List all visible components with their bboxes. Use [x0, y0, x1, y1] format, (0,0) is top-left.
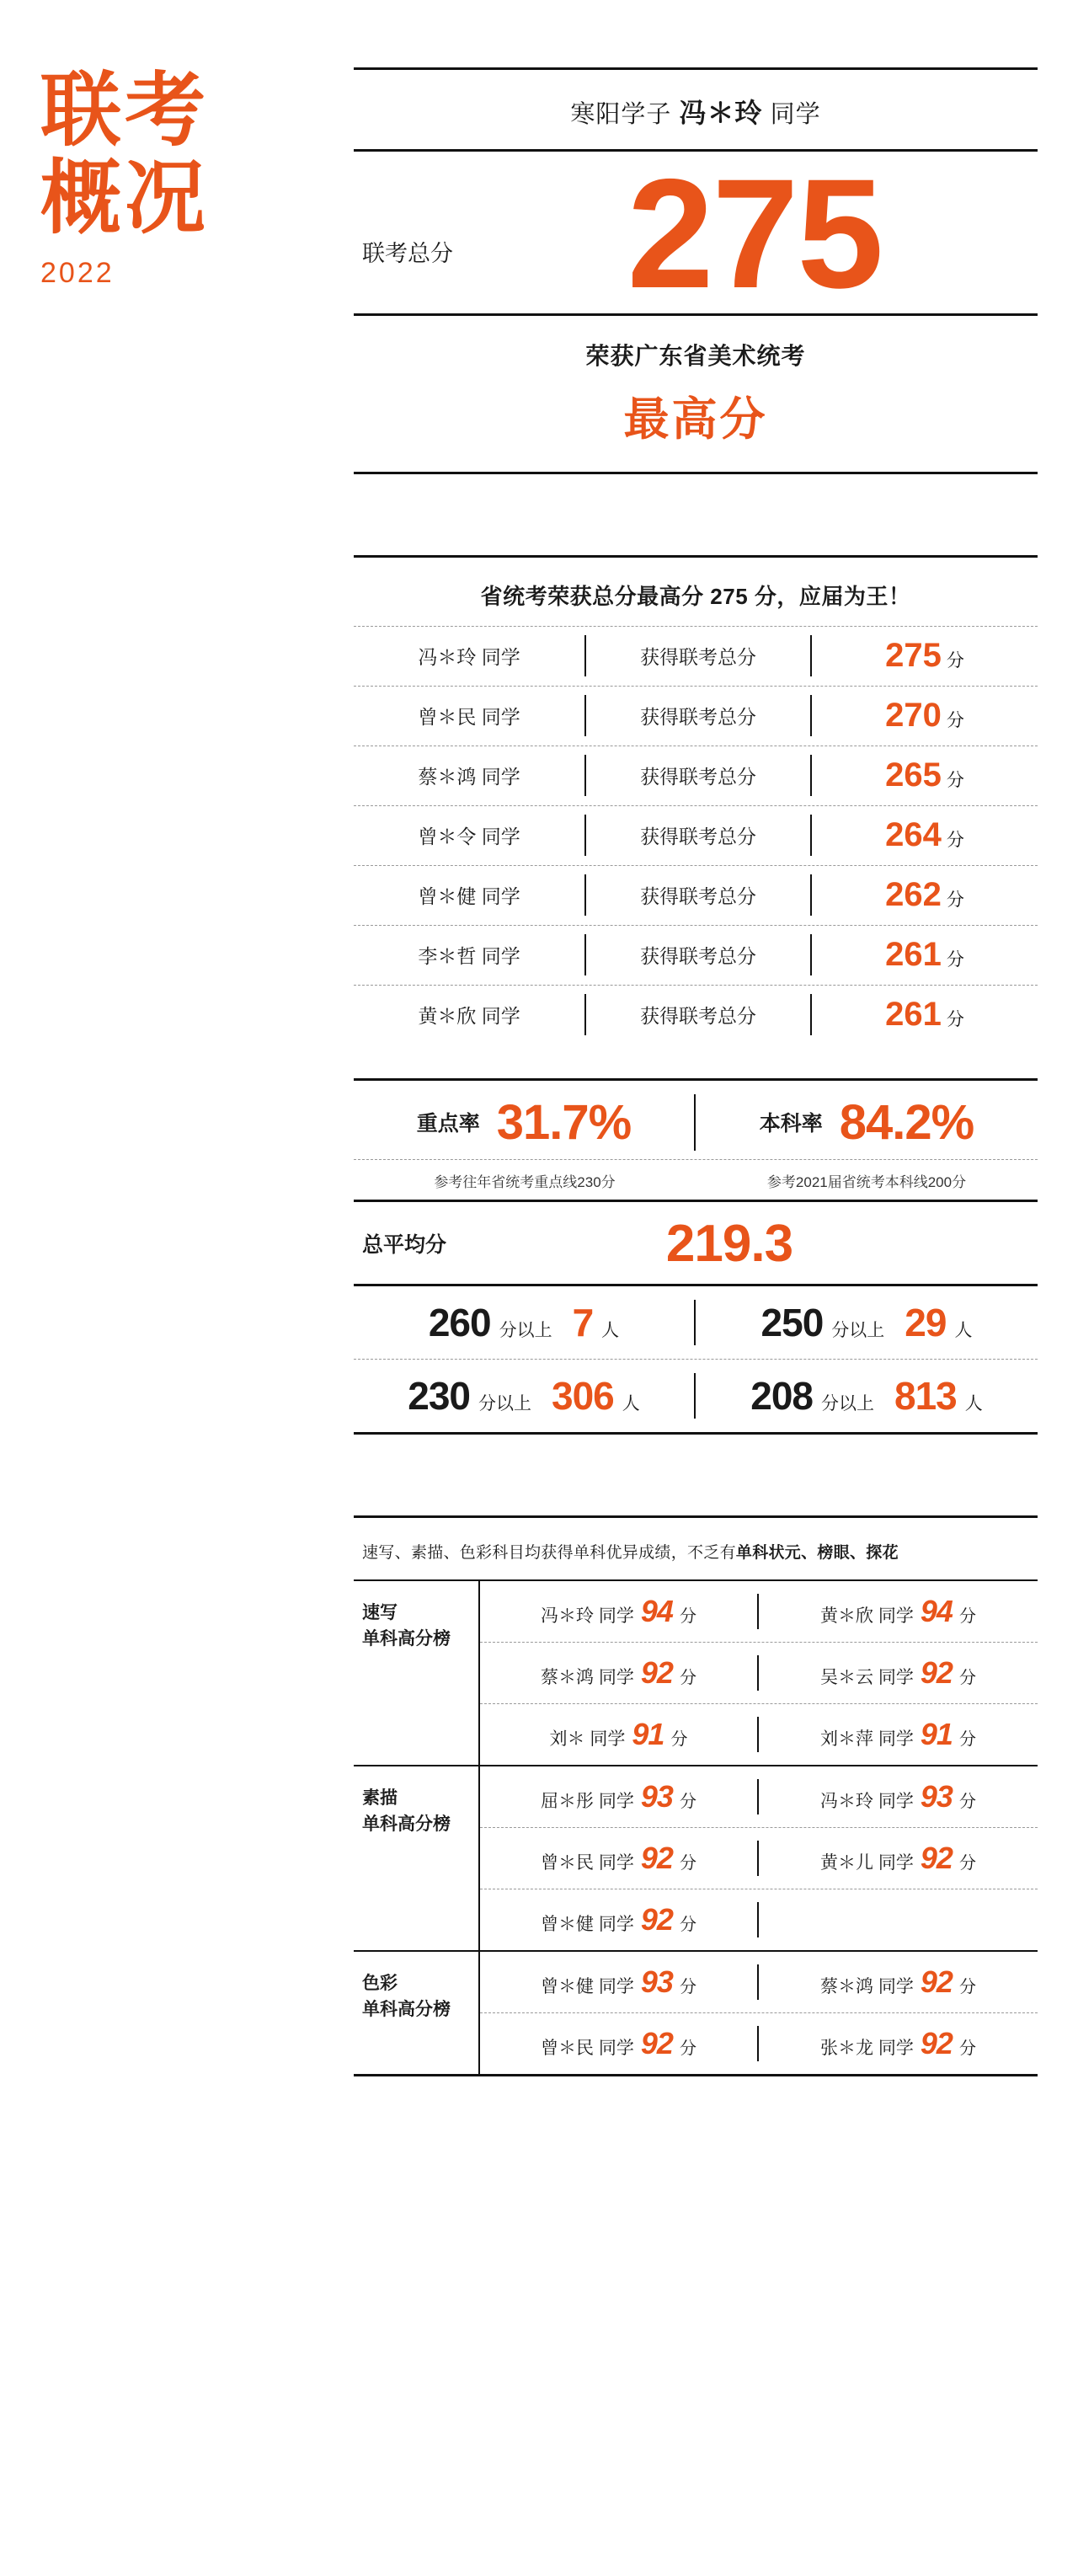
rank-score: [812, 989, 1038, 1040]
subject-student-name: 刘＊萍 同学: [820, 1729, 914, 1749]
brand-title-line2: 概况: [40, 152, 209, 243]
subject-block-color: [354, 1952, 1038, 2074]
undergrad-rate-note: 参考2021届省统考本科线200分: [766, 1173, 967, 1190]
subject-label-color: [354, 1952, 480, 2074]
subject-score-unit: 分: [679, 1977, 696, 1996]
rank-score-value: 261: [885, 996, 942, 1034]
subject-entry: [759, 1779, 1038, 1814]
table-row: [480, 2013, 1038, 2074]
subject-score-unit: 分: [958, 1853, 976, 1873]
distribution-row: [354, 1360, 1038, 1432]
table-row: [480, 1766, 1038, 1827]
rank-score-unit: 分: [946, 831, 964, 851]
student-suffix: 同学: [770, 101, 821, 128]
subject-block-sketch: [354, 1581, 1038, 1765]
dist-cell: [696, 1300, 1038, 1345]
rank-desc: 获得联考总分: [586, 994, 812, 1035]
average-label: 总平均分: [362, 1233, 447, 1258]
dist-count: 7: [572, 1300, 594, 1344]
dist-count: 813: [894, 1373, 957, 1418]
subject-student-name: 刘＊ 同学: [549, 1729, 626, 1749]
subject-score-unit: 分: [958, 1729, 976, 1749]
subject-score-unit: 分: [670, 1729, 688, 1749]
subject-entry: [480, 2026, 759, 2061]
rank-score-value: 275: [885, 637, 942, 675]
table-row: [354, 746, 1038, 805]
dist-threshold: 250: [760, 1300, 824, 1344]
table-row: [480, 1889, 1038, 1950]
key-rate-col: [354, 1094, 696, 1151]
total-score-label: 联考总分: [362, 241, 453, 267]
rank-score-unit: 分: [946, 771, 964, 791]
subject-score: 92: [920, 1964, 953, 1999]
subject-student-name: 屈＊彤 同学: [541, 1791, 634, 1811]
subject-score: 92: [640, 1654, 673, 1690]
rank-score-unit: 分: [946, 950, 964, 970]
subject-student-name: 黄＊欣 同学: [820, 1606, 914, 1626]
rank-score-unit: 分: [946, 711, 964, 731]
subject-score: 92: [640, 1901, 673, 1937]
subject-label-line1: 色彩: [362, 1973, 398, 1993]
subject-score-unit: 分: [679, 1606, 696, 1626]
subject-entry: [480, 1717, 759, 1752]
rank-name: 蔡＊鸿 同学: [354, 755, 586, 796]
rank-score-value: 265: [885, 756, 942, 794]
table-row: [354, 926, 1038, 985]
rank-table: [354, 627, 1038, 1045]
subject-student-name: 曾＊健 同学: [541, 1914, 634, 1934]
dist-above-label: 分以上: [821, 1393, 874, 1414]
dist-count: 29: [905, 1300, 947, 1344]
rank-desc: 获得联考总分: [586, 695, 812, 736]
subject-student-name: 曾＊健 同学: [541, 1976, 634, 1996]
table-row: [354, 806, 1038, 865]
dist-cell: [354, 1300, 696, 1345]
subject-entry: [759, 1964, 1038, 2000]
rank-score-unit: 分: [946, 890, 964, 911]
undergrad-rate-value: 84.2%: [839, 1094, 974, 1150]
subject-entry: [480, 1594, 759, 1629]
subject-score-unit: 分: [958, 2039, 976, 2058]
rank-desc: 获得联考总分: [586, 755, 812, 796]
rank-score-unit: 分: [946, 651, 964, 671]
subject-label-line1: 速写: [362, 1602, 398, 1622]
rank-desc: 获得联考总分: [586, 874, 812, 916]
dist-count: 306: [552, 1373, 614, 1418]
subject-label-sketch: [354, 1581, 480, 1765]
rates-block: [354, 1081, 1038, 1159]
subject-score: 94: [920, 1593, 953, 1628]
table-row: [354, 866, 1038, 925]
subject-score-unit: 分: [958, 1977, 976, 1996]
subject-note: [354, 1518, 1038, 1579]
undergrad-rate-label: 本科率: [759, 1112, 823, 1136]
dist-people-label: 人: [954, 1320, 973, 1340]
subject-student-name: 曾＊民 同学: [541, 1852, 634, 1873]
table-row: [354, 687, 1038, 746]
rank-section-title: 省统考荣获总分最高分 275 分，应届为王！: [480, 583, 911, 609]
table-row: [480, 1643, 1038, 1703]
dist-people-label: 人: [622, 1393, 640, 1414]
dist-cell: [696, 1373, 1038, 1419]
distribution-row: [354, 1286, 1038, 1359]
spacer-2: [354, 1045, 1038, 1078]
rank-name: 曾＊健 同学: [354, 874, 586, 916]
subject-entry: [759, 1717, 1038, 1752]
subject-entry: [759, 1841, 1038, 1876]
rank-score-value: 262: [885, 876, 942, 914]
rank-score-value: 264: [885, 816, 942, 854]
award-subtitle: 荣获广东省美术统考: [585, 342, 806, 369]
subject-entry: [759, 1655, 1038, 1691]
key-rate-label: 重点率: [416, 1112, 480, 1136]
subject-student-name: 张＊龙 同学: [820, 2038, 914, 2058]
subject-score-unit: 分: [679, 2039, 696, 2058]
award-title: 最高分: [623, 393, 768, 445]
subject-student-name: 蔡＊鸿 同学: [820, 1976, 914, 1996]
subject-score: 93: [640, 1964, 673, 1999]
subject-entry: [480, 1964, 759, 2000]
rank-name: 曾＊令 同学: [354, 815, 586, 856]
subject-entry: [759, 1594, 1038, 1629]
subject-student-name: 黄＊儿 同学: [820, 1852, 914, 1873]
table-row: [480, 1704, 1038, 1765]
rank-name: 曾＊民 同学: [354, 695, 586, 736]
subject-score-unit: 分: [958, 1606, 976, 1626]
subject-entry: [480, 1779, 759, 1814]
rank-name: 冯＊玲 同学: [354, 635, 586, 676]
subject-student-name: 吴＊云 同学: [820, 1667, 914, 1687]
subject-score: 93: [920, 1778, 953, 1814]
rank-desc: 获得联考总分: [586, 934, 812, 975]
subject-note-prefix: 速写、素描、色彩科目均获得单科优异成绩，不乏有: [362, 1543, 736, 1562]
subject-rows-color: [480, 1952, 1038, 2074]
subject-rows-sketch: [480, 1581, 1038, 1765]
subject-score: 94: [640, 1593, 673, 1628]
subject-score-unit: 分: [958, 1792, 976, 1811]
subject-note-bold: 单科状元、榜眼、探花: [735, 1543, 899, 1562]
subject-label-line1: 素描: [362, 1788, 398, 1808]
subject-student-name: 曾＊民 同学: [541, 2038, 634, 2058]
rank-score-value: 270: [885, 697, 942, 735]
brand-block: [0, 67, 354, 290]
dist-cell: [354, 1373, 696, 1419]
student-headline: [354, 70, 1038, 149]
subject-score: 92: [920, 2025, 953, 2060]
rank-score: [812, 810, 1038, 861]
table-row: [354, 986, 1038, 1045]
dist-above-label: 分以上: [499, 1320, 552, 1340]
subject-rows-drawing: [480, 1766, 1038, 1950]
divider-bottom: [354, 2074, 1038, 2076]
subject-score: 91: [632, 1716, 664, 1751]
rank-score-unit: 分: [946, 1010, 964, 1030]
average-block: [354, 1202, 1038, 1284]
table-row: [480, 1581, 1038, 1642]
subject-block-drawing: [354, 1766, 1038, 1950]
subject-student-name: 蔡＊鸿 同学: [541, 1667, 634, 1687]
subject-entry: [480, 1902, 759, 1937]
rank-name: 李＊哲 同学: [354, 934, 586, 975]
subject-student-name: 冯＊玲 同学: [820, 1791, 914, 1811]
brand-title-line1: 联考: [40, 66, 209, 156]
rank-desc: 获得联考总分: [586, 635, 812, 676]
rank-score: [812, 690, 1038, 741]
student-name: 冯＊玲: [679, 98, 763, 128]
subject-label-line2: 单科高分榜: [362, 2000, 451, 2020]
subject-entry: [480, 1841, 759, 1876]
content-column: [354, 67, 1078, 2076]
dist-threshold: 230: [408, 1373, 470, 1418]
subject-score: 92: [640, 1840, 673, 1875]
subject-label-drawing: [354, 1766, 480, 1950]
brand-year: 2022: [40, 257, 115, 290]
table-row: [480, 1952, 1038, 2012]
dist-threshold: 208: [750, 1373, 813, 1418]
rank-score-value: 261: [885, 936, 942, 974]
subject-score: 92: [920, 1840, 953, 1875]
subject-score-unit: 分: [679, 1915, 696, 1934]
subject-label-line2: 单科高分榜: [362, 1814, 451, 1835]
table-row: [354, 627, 1038, 686]
subject-student-name: 冯＊玲 同学: [541, 1606, 634, 1626]
table-row: [480, 1828, 1038, 1889]
undergrad-rate-col: [696, 1094, 1038, 1151]
subject-score: 91: [920, 1716, 953, 1751]
dist-threshold: 260: [428, 1300, 491, 1344]
dist-people-label: 人: [601, 1320, 620, 1340]
award-block: [354, 316, 1038, 472]
subject-score-unit: 分: [679, 1853, 696, 1873]
rank-desc: 获得联考总分: [586, 815, 812, 856]
subject-score-unit: 分: [958, 1668, 976, 1687]
subject-score: 93: [640, 1778, 673, 1814]
student-prefix: 寒阳学子: [570, 101, 672, 128]
key-rate-note: 参考往年省统考重点线230分: [434, 1173, 616, 1190]
dist-above-label: 分以上: [478, 1393, 531, 1414]
dist-above-label: 分以上: [831, 1320, 885, 1340]
key-rate-value: 31.7%: [496, 1094, 632, 1150]
dist-people-label: 人: [964, 1393, 983, 1414]
subject-score: 92: [640, 2025, 673, 2060]
rank-score: [812, 869, 1038, 921]
spacer-3: [354, 1435, 1038, 1515]
rank-score: [812, 630, 1038, 681]
subject-score-unit: 分: [679, 1792, 696, 1811]
spacer-1: [354, 474, 1038, 555]
rank-score: [812, 750, 1038, 801]
subject-score: 92: [920, 1654, 953, 1690]
rank-score: [812, 929, 1038, 981]
subject-entry: [480, 1655, 759, 1691]
total-score-value: 275: [627, 147, 883, 321]
total-score-block: [354, 147, 1038, 321]
subject-label-line2: 单科高分榜: [362, 1629, 451, 1649]
subject-entry: [759, 2026, 1038, 2061]
rank-name: 黄＊欣 同学: [354, 994, 586, 1035]
average-value: 219.3: [665, 1214, 793, 1273]
subject-score-unit: 分: [679, 1668, 696, 1687]
rates-notes: [354, 1160, 1038, 1200]
